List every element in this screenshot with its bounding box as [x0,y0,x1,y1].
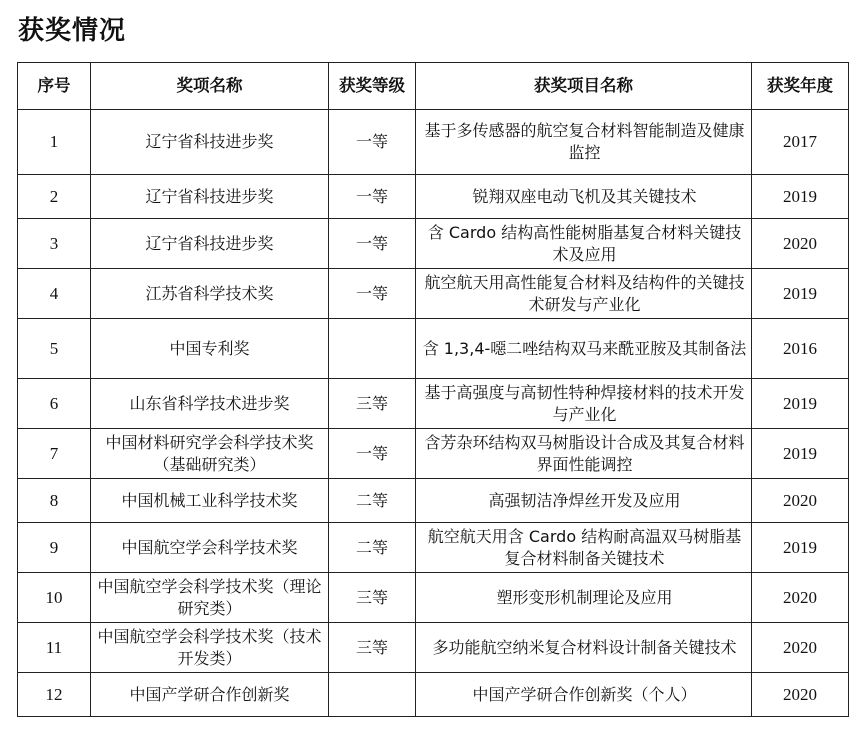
table-row [18,269,849,319]
cell-year: 2020 [752,573,849,623]
cell-project: 含 1,3,4-噁二唑结构双马来酰亚胺及其制备法 [416,319,752,379]
header-year: 获奖年度 [752,63,849,110]
cell-award: 中国产学研合作创新奖 [91,673,329,717]
cell-project: 基于多传感器的航空复合材料智能制造及健康监控 [416,110,752,175]
table-row [18,110,849,175]
cell-year: 2020 [752,219,849,269]
cell-year: 2019 [752,379,849,429]
cell-no: 5 [18,319,91,379]
cell-award: 辽宁省科技进步奖 [91,175,329,219]
cell-level: 二等 [329,479,416,523]
cell-year: 2019 [752,175,849,219]
table-header-row [18,63,849,110]
table-row [18,523,849,573]
cell-award: 中国航空学会科学技术奖 [91,523,329,573]
cell-no: 11 [18,623,91,673]
cell-year: 2019 [752,429,849,479]
table-row [18,379,849,429]
cell-project: 多功能航空纳米复合材料设计制备关键技术 [416,623,752,673]
table-row [18,623,849,673]
cell-award: 辽宁省科技进步奖 [91,219,329,269]
cell-year: 2020 [752,673,849,717]
cell-no: 2 [18,175,91,219]
table-row [18,175,849,219]
cell-project: 基于高强度与高韧性特种焊接材料的技术开发与产业化 [416,379,752,429]
table-row [18,673,849,717]
cell-project: 高强韧洁净焊丝开发及应用 [416,479,752,523]
cell-year: 2019 [752,269,849,319]
cell-no: 12 [18,673,91,717]
cell-level: 一等 [329,175,416,219]
table-row [18,479,849,523]
cell-level: 三等 [329,573,416,623]
cell-award: 中国航空学会科学技术奖（技术开发类） [91,623,329,673]
header-award: 奖项名称 [91,63,329,110]
header-project: 获奖项目名称 [416,63,752,110]
cell-no: 7 [18,429,91,479]
cell-no: 3 [18,219,91,269]
table-row [18,573,849,623]
cell-award: 江苏省科学技术奖 [91,269,329,319]
table-row [18,219,849,269]
cell-project: 中国产学研合作创新奖（个人） [416,673,752,717]
cell-year: 2017 [752,110,849,175]
header-no: 序号 [18,63,91,110]
table-row [18,429,849,479]
cell-project: 航空航天用高性能复合材料及结构件的关键技术研发与产业化 [416,269,752,319]
cell-award: 辽宁省科技进步奖 [91,110,329,175]
cell-level: 一等 [329,269,416,319]
page-title: 获奖情况 [18,16,127,46]
cell-project: 航空航天用含 Cardo 结构耐高温双马树脂基复合材料制备关键技术 [416,523,752,573]
cell-award: 山东省科学技术进步奖 [91,379,329,429]
cell-no: 4 [18,269,91,319]
cell-no: 9 [18,523,91,573]
cell-level [329,673,416,717]
cell-year: 2016 [752,319,849,379]
cell-level: 二等 [329,523,416,573]
cell-year: 2019 [752,523,849,573]
cell-level: 三等 [329,379,416,429]
awards-table [17,62,849,717]
cell-no: 1 [18,110,91,175]
cell-award: 中国材料研究学会科学技术奖（基础研究类） [91,429,329,479]
cell-project: 塑形变形机制理论及应用 [416,573,752,623]
cell-year: 2020 [752,623,849,673]
cell-level: 一等 [329,110,416,175]
cell-award: 中国专利奖 [91,319,329,379]
cell-award: 中国航空学会科学技术奖（理论研究类） [91,573,329,623]
cell-level [329,319,416,379]
header-level: 获奖等级 [329,63,416,110]
table-row [18,319,849,379]
cell-project: 含 Cardo 结构高性能树脂基复合材料关键技术及应用 [416,219,752,269]
cell-project: 含芳杂环结构双马树脂设计合成及其复合材料界面性能调控 [416,429,752,479]
cell-project: 锐翔双座电动飞机及其关键技术 [416,175,752,219]
cell-year: 2020 [752,479,849,523]
cell-no: 8 [18,479,91,523]
cell-no: 6 [18,379,91,429]
cell-level: 一等 [329,219,416,269]
cell-no: 10 [18,573,91,623]
cell-level: 三等 [329,623,416,673]
cell-award: 中国机械工业科学技术奖 [91,479,329,523]
cell-level: 一等 [329,429,416,479]
